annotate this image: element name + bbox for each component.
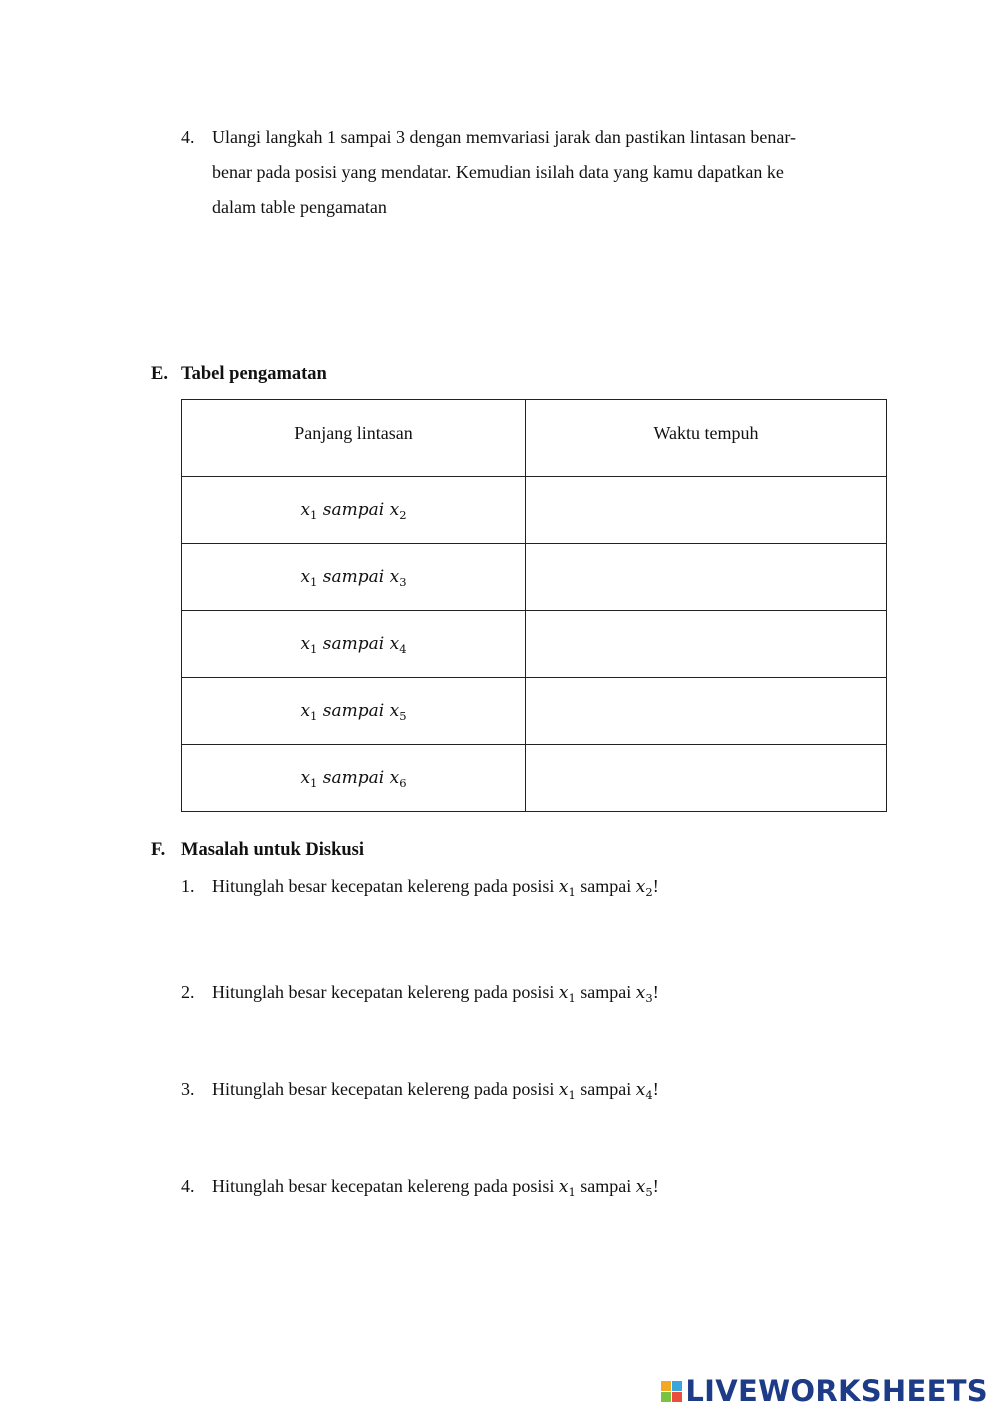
question-end: ! [652,876,659,896]
section-e-title: Tabel pengamatan [181,364,327,384]
table-row [182,745,887,812]
header-panjang-lintasan: Panjang lintasan [182,400,526,477]
math-var: $x_5$ [635,1177,653,1199]
path-cell [182,745,526,812]
table-row [182,544,887,611]
math-expression: $x_1$ sampai $x_4$ [300,633,407,656]
table-row [182,477,887,544]
time-input-cell[interactable] [526,745,887,812]
time-input-cell[interactable] [526,477,887,544]
math-expression: $x_1$ sampai $x_6$ [300,767,407,790]
step-4-paragraph [181,120,881,225]
time-input-cell[interactable] [526,544,887,611]
logo-square [672,1381,682,1391]
math-var: $x_1$ [558,1080,576,1102]
table-row [182,611,887,678]
question-item [181,1176,941,1199]
question-number: 2. [181,982,195,1002]
path-cell [182,611,526,678]
question-number: 4. [181,1176,195,1196]
math-var: $x_1$ [558,877,576,899]
section-f-heading [151,840,364,861]
question-end: ! [652,982,659,1002]
step-4-line: Ulangi langkah 1 sampai 3 dengan memvariasi jarak dan pastikan lintasan benar- [212,127,796,147]
step-4-line: dalam table pengamatan [212,197,387,217]
math-var: $x_1$ [558,983,576,1005]
step-4-line: benar pada posisi yang mendatar. Kemudian isilah data yang kamu dapatkan ke [212,162,784,182]
time-input-cell[interactable] [526,611,887,678]
math-expression: $x_1$ sampai $x_2$ [300,499,407,522]
math-expression: $x_1$ sampai $x_3$ [300,566,407,589]
path-cell [182,477,526,544]
question-end: ! [652,1079,659,1099]
section-e-letter: E. [151,364,168,384]
question-number: 1. [181,876,195,896]
question-mid: sampai [575,1176,636,1196]
question-text: Hitunglah besar kecepatan kelereng pada posisi [212,1176,559,1196]
question-text: Hitunglah besar kecepatan kelereng pada posisi [212,1079,559,1099]
math-var: $x_3$ [635,983,653,1005]
step-4-number: 4. [181,127,195,147]
math-expression: $x_1$ sampai $x_5$ [300,700,407,723]
logo-square [672,1392,682,1402]
question-item [181,876,941,899]
observation-table [181,399,887,812]
question-text: Hitunglah besar kecepatan kelereng pada posisi [212,876,559,896]
question-text: Hitunglah besar kecepatan kelereng pada posisi [212,982,559,1002]
question-mid: sampai [575,876,636,896]
question-item [181,982,941,1005]
table-header-row [182,400,887,477]
logo-square [661,1392,671,1402]
question-item [181,1079,941,1102]
logo-text: LIVEWORKSHEETS [685,1374,988,1408]
question-mid: sampai [575,1079,636,1099]
question-mid: sampai [575,982,636,1002]
math-var: $x_4$ [635,1080,653,1102]
section-f-letter: F. [151,840,166,860]
math-var: $x_1$ [558,1177,576,1199]
question-number: 3. [181,1079,195,1099]
section-e-heading [151,364,327,385]
section-f-title: Masalah untuk Diskusi [181,840,365,860]
time-input-cell[interactable] [526,678,887,745]
header-waktu-tempuh: Waktu tempuh [526,400,887,477]
liveworksheets-logo [661,1374,988,1408]
path-cell [182,544,526,611]
path-cell [182,678,526,745]
question-end: ! [652,1176,659,1196]
logo-square [661,1381,671,1391]
logo-grid-icon [661,1381,682,1402]
step-4-text [212,120,881,225]
math-var: $x_2$ [635,877,653,899]
table-row [182,678,887,745]
